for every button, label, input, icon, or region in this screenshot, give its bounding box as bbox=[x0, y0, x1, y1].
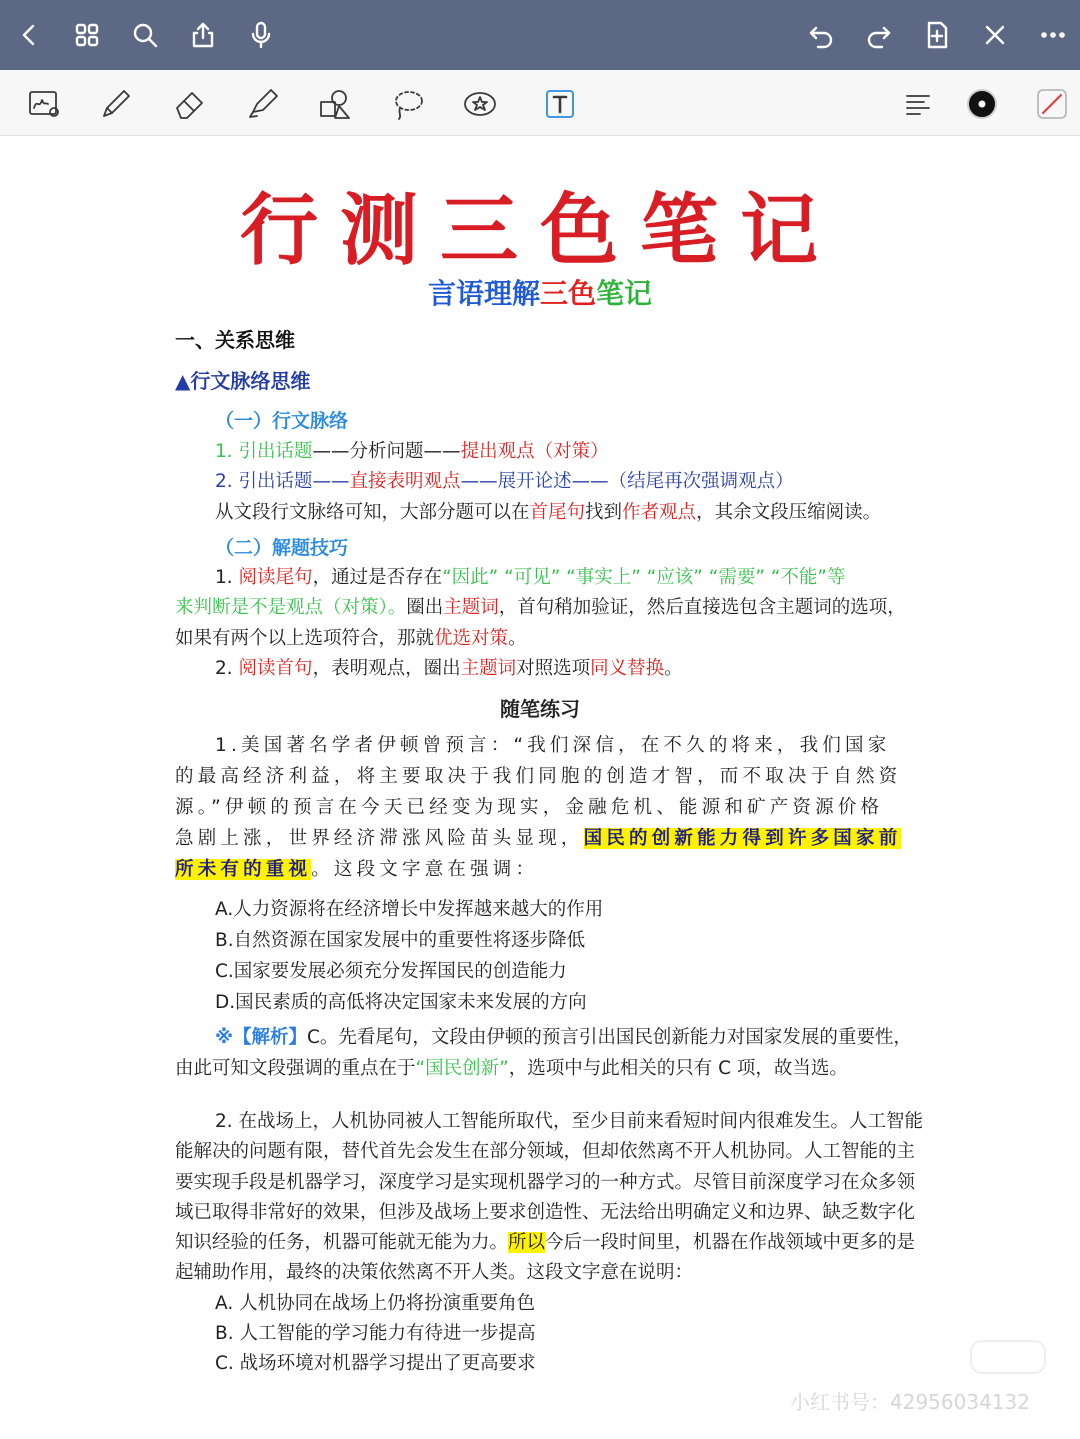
text-span: 。 bbox=[664, 658, 683, 679]
pen-tool[interactable] bbox=[96, 84, 136, 124]
text-span: 急剧上涨，世界经济滞涨风险苗头显现， bbox=[175, 828, 584, 849]
text-span: C。先看尾句，文段由伊顿的预言引出国民创新能力对国家发展的重要性， bbox=[307, 1027, 912, 1048]
tip1-line-1 bbox=[215, 565, 846, 591]
handwriting-tool[interactable] bbox=[24, 84, 64, 124]
q1-line-3: 源。”伊顿的预言在今天已经变为现实，金融危机、能源和矿产资源价格 bbox=[175, 797, 884, 818]
highlighter-icon bbox=[245, 86, 281, 122]
q1-analysis-line-2 bbox=[175, 1056, 848, 1082]
text-span: 1. bbox=[215, 567, 239, 588]
lasso-tool[interactable] bbox=[388, 84, 428, 124]
text-span: ，首句稍加验证，然后直接选包含主题词的选项， bbox=[498, 597, 906, 618]
tip2-line bbox=[215, 656, 683, 682]
text-span: ——展开论述——（结尾再次强调观点） bbox=[460, 471, 794, 492]
text-span: 2. 引出话题—— bbox=[215, 471, 350, 492]
highlighted-text: 所未有的重视 bbox=[175, 859, 312, 880]
text-span: 。这段文字意在强调： bbox=[311, 859, 539, 880]
subtitle-part-1: 言语理解 bbox=[427, 277, 540, 310]
sticker-tool[interactable] bbox=[460, 84, 500, 124]
part2-heading: （二）解题技巧 bbox=[215, 537, 349, 559]
text-span: ，表明观点，圈出 bbox=[312, 658, 461, 679]
redo-icon bbox=[864, 20, 894, 50]
text-span: 阅读首句 bbox=[238, 658, 313, 679]
text-span: 圈出 bbox=[406, 597, 444, 618]
align-left-icon bbox=[900, 86, 936, 122]
text-box-icon bbox=[542, 86, 578, 122]
structure-line-1 bbox=[215, 439, 609, 465]
part1-heading: （一）行文脉络 bbox=[215, 410, 349, 432]
text-span: ，选项中与此相关的只有 C 项，故当选。 bbox=[508, 1058, 848, 1079]
text-background-button[interactable] bbox=[1032, 84, 1072, 124]
text-tool[interactable] bbox=[540, 84, 580, 124]
q2-option-a: A. 人机协同在战场上仍将扮演重要角色 bbox=[215, 1293, 536, 1314]
practice-heading: 随笔练习 bbox=[500, 697, 580, 721]
watermark-logo bbox=[970, 1340, 1046, 1374]
text-span: 同义替换 bbox=[590, 658, 665, 679]
close-icon bbox=[980, 20, 1010, 50]
subtitle-part-3: 笔记 bbox=[596, 277, 653, 310]
q1-option-a: A.人力资源将在经济增长中发挥越来越大的作用 bbox=[215, 899, 604, 920]
text-span: ，通过是否存在 bbox=[312, 567, 443, 588]
q1-option-b: B.自然资源在国家发展中的重要性将逐步降低 bbox=[215, 930, 586, 951]
handwriting-image-icon bbox=[26, 86, 62, 122]
q2-line-1: 2. 在战场上，人机协同被人工智能所取代，至少目前来看短时间内很难发生。人工智能 bbox=[215, 1111, 924, 1132]
text-span: 主题词 bbox=[460, 658, 517, 679]
text-span: 阅读尾句 bbox=[238, 567, 313, 588]
highlighted-text: 所以 bbox=[508, 1232, 546, 1253]
shapes-tool[interactable] bbox=[315, 84, 355, 124]
paragraph-align-button[interactable] bbox=[898, 84, 938, 124]
structure-summary bbox=[215, 500, 881, 526]
q1-line-4 bbox=[175, 826, 901, 852]
eraser-tool[interactable] bbox=[170, 84, 210, 124]
q2-option-b: B. 人工智能的学习能力有待进一步提高 bbox=[215, 1323, 536, 1344]
search-icon bbox=[130, 20, 160, 50]
text-span: 由此可知文段强调的重点在于 bbox=[175, 1058, 416, 1079]
q2-line-3: 要实现手段是机器学习，深度学习是实现机器学习的一种方式。尽管目前深度学习在众多领 bbox=[175, 1172, 916, 1193]
page-title: 行测三色笔记 bbox=[239, 185, 840, 276]
text-span: 。 bbox=[508, 628, 527, 649]
no-fill-icon bbox=[1034, 86, 1070, 122]
text-span: 来判断是不是观点（对策）。 bbox=[175, 597, 407, 618]
text-span: 提出观点（对策） bbox=[460, 441, 609, 462]
text-span: 1. 引出话题 bbox=[215, 441, 313, 462]
text-span: 2. bbox=[215, 658, 239, 679]
q2-option-c: C. 战场环境对机器学习提出了更高要求 bbox=[215, 1353, 536, 1374]
microphone-icon bbox=[246, 20, 276, 50]
text-span: 对照选项 bbox=[516, 658, 591, 679]
thumbnails-button[interactable] bbox=[70, 18, 104, 52]
q1-option-d: D.国民素质的高低将决定国家未来发展的方向 bbox=[215, 992, 587, 1013]
text-span: 优选对策 bbox=[434, 628, 509, 649]
text-span: 从文段行文脉络可知，大部分题可以在 bbox=[215, 502, 530, 523]
text-span: 找到 bbox=[585, 502, 623, 523]
microphone-button[interactable] bbox=[244, 18, 278, 52]
highlighted-text: 国民的创新能力得到许多国家前 bbox=[583, 828, 902, 849]
more-icon bbox=[1038, 20, 1068, 50]
q2-line-4: 域已取得非常好的效果，但涉及战场上要求创造性、无法给出明确定义和边界、缺乏数字化 bbox=[175, 1202, 916, 1223]
highlighter-tool[interactable] bbox=[243, 84, 283, 124]
page-subtitle bbox=[0, 272, 1080, 312]
text-span: 知识经验的任务，机器可能就无能为力。 bbox=[175, 1232, 509, 1253]
subsection-heading: ▲行文脉络思维 bbox=[175, 369, 311, 393]
q1-analysis-line-1 bbox=[215, 1025, 912, 1051]
q1-line-5 bbox=[175, 857, 538, 883]
undo-button[interactable] bbox=[804, 18, 838, 52]
q1-line-2: 的最高经济利益，将主要取决于我们同胞的创造才智，而不取决于自然资 bbox=[175, 766, 902, 787]
subtitle-part-2: 三色 bbox=[539, 277, 596, 310]
text-span: 作者观点 bbox=[622, 502, 697, 523]
q2-line-2: 能解决的问题有限，替代首先会发生在部分领域，但却依然离不开人机协同。人工智能的主 bbox=[175, 1141, 916, 1162]
top-navigation-bar bbox=[0, 0, 1080, 70]
chevron-left-icon bbox=[14, 20, 44, 50]
more-button[interactable] bbox=[1036, 18, 1070, 52]
add-page-button[interactable] bbox=[920, 18, 954, 52]
analysis-label: ※【解析】 bbox=[215, 1027, 307, 1048]
shapes-icon bbox=[317, 86, 353, 122]
share-icon bbox=[188, 20, 218, 50]
eraser-icon bbox=[172, 86, 208, 122]
color-swatch-icon bbox=[964, 86, 1000, 122]
structure-line-2 bbox=[215, 469, 794, 495]
text-span: 主题词 bbox=[443, 597, 499, 618]
grid-icon bbox=[72, 20, 102, 50]
text-color-button[interactable] bbox=[962, 84, 1002, 124]
redo-button[interactable] bbox=[862, 18, 896, 52]
q2-line-6: 起辅助作用，最终的决策依然离不开人类。这段文字意在说明： bbox=[175, 1262, 694, 1283]
text-span: 直接表明观点 bbox=[349, 471, 461, 492]
text-span: 如果有两个以上选项符合，那就 bbox=[175, 628, 435, 649]
close-button[interactable] bbox=[978, 18, 1012, 52]
add-page-icon bbox=[922, 20, 952, 50]
search-button[interactable] bbox=[128, 18, 162, 52]
text-span: “国民创新” bbox=[415, 1058, 509, 1079]
q1-option-c: C.国家要发展必须充分发挥国民的创造能力 bbox=[215, 961, 567, 982]
q1-line-1: 1.美国著名学者伊顿曾预言：“我们深信，在不久的将来，我们国家 bbox=[215, 735, 891, 756]
back-button[interactable] bbox=[12, 18, 46, 52]
tip1-line-3 bbox=[175, 626, 527, 652]
section-heading: 一、关系思维 bbox=[175, 328, 295, 352]
lasso-icon bbox=[390, 86, 426, 122]
text-span: 首尾句 bbox=[529, 502, 586, 523]
undo-icon bbox=[806, 20, 836, 50]
drawing-toolbar bbox=[0, 70, 1080, 136]
text-span: “因此” “可见” “事实上” “应该” “需要” “不能”等 bbox=[442, 567, 846, 588]
pen-icon bbox=[98, 86, 134, 122]
tip1-line-2 bbox=[175, 595, 906, 621]
share-button[interactable] bbox=[186, 18, 220, 52]
text-span: 今后一段时间里，机器在作战领域中更多的是 bbox=[545, 1232, 916, 1253]
watermark-text: 小红书号：42956034132 bbox=[790, 1390, 1030, 1414]
text-span: ——分析问题—— bbox=[312, 441, 461, 462]
q2-line-5 bbox=[175, 1230, 915, 1256]
text-span: ，其余文段压缩阅读。 bbox=[696, 502, 882, 523]
sticker-star-icon bbox=[462, 86, 498, 122]
